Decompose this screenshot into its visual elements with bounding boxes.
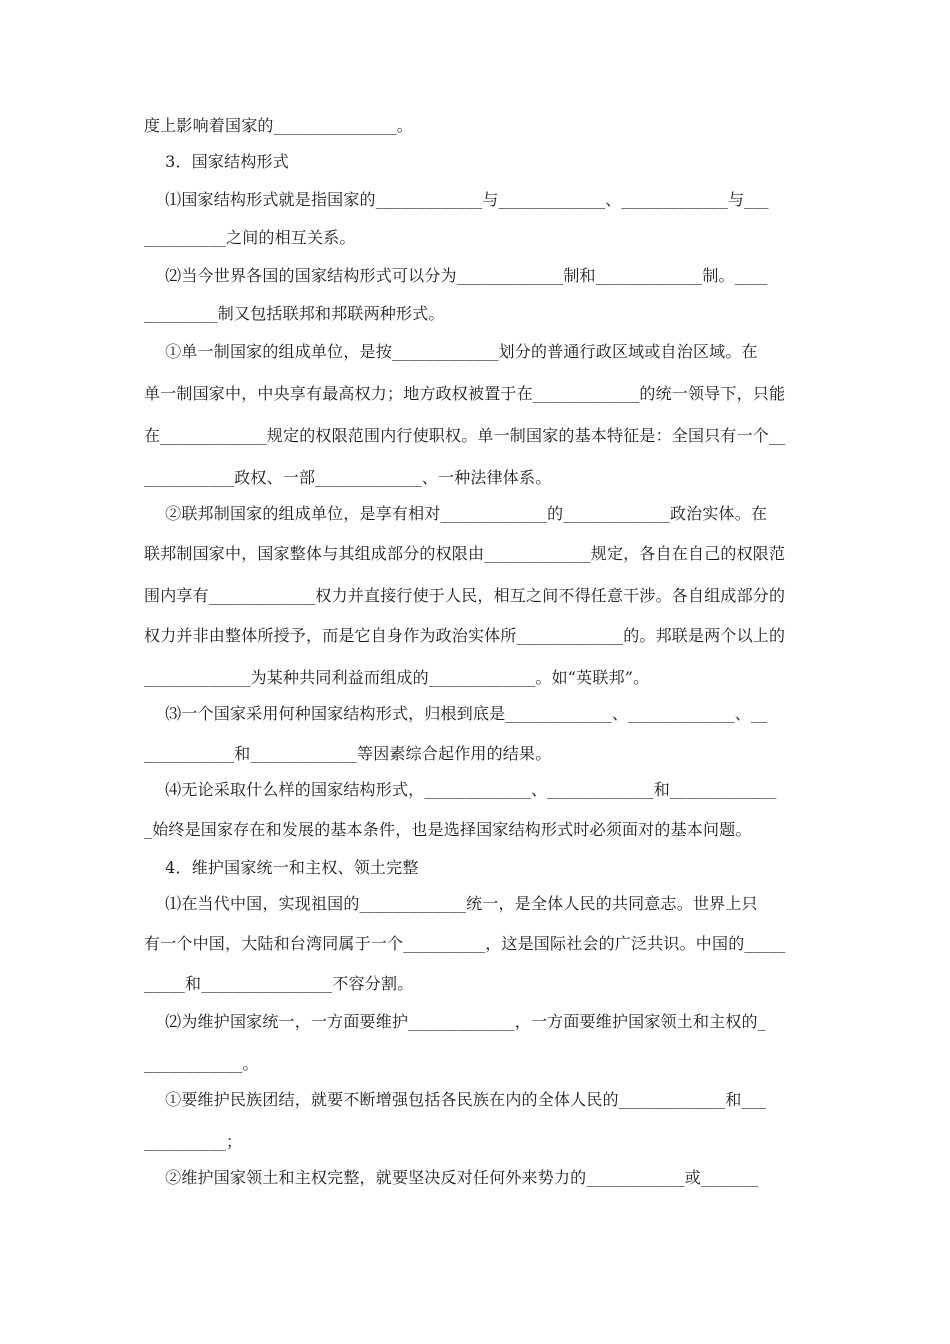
text-line: ①要维护民族团结，就要不断增强包括各民族在内的全体人民的_____________和___	[144, 1090, 767, 1109]
text-line: ⑵当今世界各国的国家结构形式可以分为_____________制和_____________制。____	[144, 266, 768, 285]
text-line: 权力并非由整体所授予，而是它自身作为政治实体所_____________的。邦联是两个以上的	[144, 626, 786, 645]
text-line: ⑶一个国家采用何种国家结构形式，归根到底是_____________、_____________、__	[144, 704, 768, 723]
text-line: ___________政权、一部_____________、一种法律体系。	[144, 468, 552, 487]
text-line: __________之间的相互关系。	[144, 228, 356, 247]
text-line: _始终是国家存在和发展的基本条件，也是选择国家结构形式时必须面对的基本问题。	[144, 820, 752, 839]
text-line: ⑴国家结构形式就是指国家的_____________与_____________、_____________与___	[144, 190, 769, 209]
text-line: ⑴在当代中国，实现祖国的_____________统一，是全体人民的共同意志。世界上只	[144, 894, 758, 913]
text-line: ②维护国家领土和主权完整，就要坚决反对任何外来势力的____________或_______	[144, 1168, 759, 1187]
text-line: 在_____________规定的权限范围内行使职权。单一制国家的基本特征是：全国只有一个__	[144, 426, 786, 445]
text-line: ①单一制国家的组成单位，是按_____________划分的普通行政区域或自治区域。在	[144, 342, 758, 361]
text-line: ②联邦制国家的组成单位，是享有相对_____________的_____________政治实体。在	[144, 504, 768, 523]
text-line: ____________。	[144, 1054, 259, 1073]
text-line: 有一个中国，大陆和台湾同属于一个__________，这是国际社会的广泛共识。中国的_____	[144, 934, 786, 953]
text-line: 单一制国家中，中央享有最高权力；地方政权被置于在_____________的统一领导下，只能	[144, 384, 786, 403]
text-line: 度上影响着国家的_______________。	[144, 116, 413, 135]
text-line: __________；	[144, 1132, 243, 1151]
text-line: 4．维护国家统一和主权、领土完整	[144, 858, 419, 877]
text-line: _________制又包括联邦和邦联两种形式。	[144, 304, 445, 323]
text-line: ___________和_____________等因素综合起作用的结果。	[144, 744, 552, 763]
text-line: _____和________________不容分割。	[144, 974, 414, 993]
text-line: _____________为某种共同利益而组成的_____________。如“英联邦”。	[144, 668, 650, 687]
text-line: ⑷无论采取什么样的国家结构形式，_____________、_____________和_____________	[144, 780, 777, 799]
text-line: 3．国家结构形式	[144, 152, 289, 171]
text-line: 联邦制国家中，国家整体与其组成部分的权限由_____________规定，各自在自己的权限范	[144, 544, 786, 563]
text-line: 围内享有_____________权力并直接行使于人民，相互之间不得任意干涉。各自组成部分的	[144, 586, 786, 605]
text-line: ⑵为维护国家统一，一方面要维护_____________，一方面要维护国家领土和主权的_	[144, 1012, 766, 1031]
